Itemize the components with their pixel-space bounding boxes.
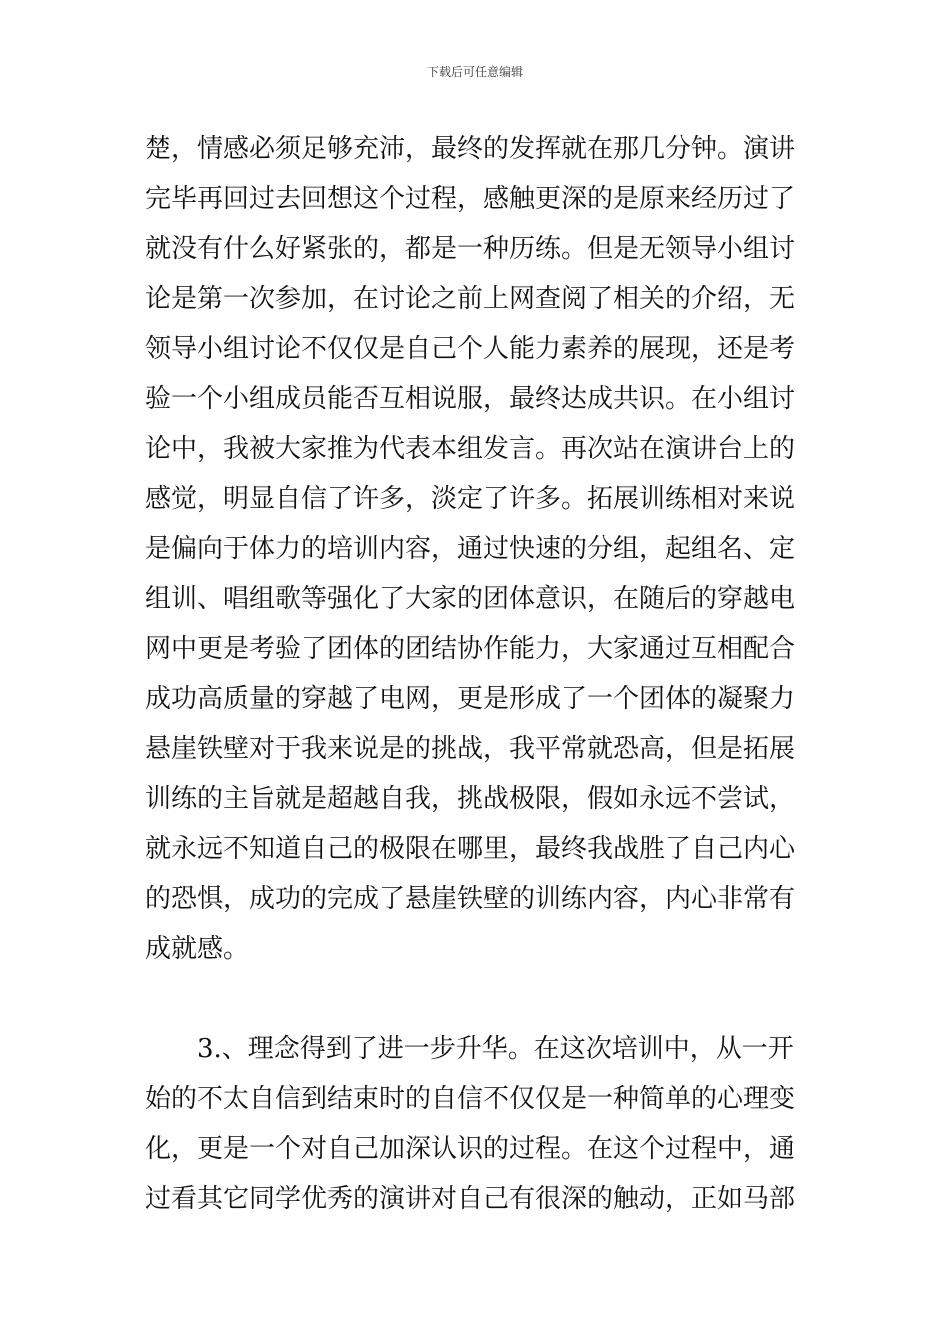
text-line: 的恐惧，成功的完成了悬崖铁壁的训练内容，内心非常有 <box>145 884 796 914</box>
text-line: 领导小组讨论不仅仅是自己个人能力素养的展现，还是考 <box>145 334 796 364</box>
paragraph-spacer <box>145 974 810 1024</box>
paragraph-2 <box>145 1024 810 1224</box>
text-line: 感觉，明显自信了许多，淡定了许多。拓展训练相对来说 <box>145 484 796 514</box>
page-header: 下载后可任意编辑 <box>426 65 523 79</box>
text-line: 就没有什么好紧张的，都是一种历练。但是无领导小组讨 <box>145 234 796 264</box>
text-line: 论是第一次参加，在讨论之前上网查阅了相关的介绍，无 <box>145 284 796 314</box>
text-line: 完毕再回过去回想这个过程，感触更深的是原来经历过了 <box>145 184 796 214</box>
text-line: 组训、唱组歌等强化了大家的团体意识，在随后的穿越电 <box>145 584 796 614</box>
text-line: 是偏向于体力的培训内容，通过快速的分组，起组名、定 <box>145 534 796 564</box>
paragraph-1 <box>145 124 810 974</box>
text-line: 3.、理念得到了进一步升华。在这次培训中，从一开 <box>197 1034 794 1064</box>
text-line: 成就感。 <box>145 934 250 964</box>
document-body <box>145 124 810 1224</box>
text-line: 网中更是考验了团体的团结协作能力，大家通过互相配合 <box>145 634 796 664</box>
text-line: 论中，我被大家推为代表本组发言。再次站在演讲台上的 <box>145 434 796 464</box>
text-line: 化，更是一个对自己加深认识的过程。在这个过程中，通 <box>145 1134 796 1164</box>
text-line: 就永远不知道自己的极限在哪里，最终我战胜了自己内心 <box>145 834 796 864</box>
text-line: 成功高质量的穿越了电网，更是形成了一个团体的凝聚力 <box>145 684 796 714</box>
text-line: 悬崖铁壁对于我来说是的挑战，我平常就恐高，但是拓展 <box>145 734 796 764</box>
text-line: 楚，情感必须足够充沛，最终的发挥就在那几分钟。演讲 <box>145 134 796 164</box>
text-line: 验一个小组成员能否互相说服，最终达成共识。在小组讨 <box>145 384 796 414</box>
text-line: 始的不太自信到结束时的自信不仅仅是一种简单的心理变 <box>145 1084 796 1114</box>
text-line: 过看其它同学优秀的演讲对自己有很深的触动，正如马部 <box>145 1184 796 1214</box>
text-line: 训练的主旨就是超越自我，挑战极限，假如永远不尝试， <box>145 784 796 814</box>
